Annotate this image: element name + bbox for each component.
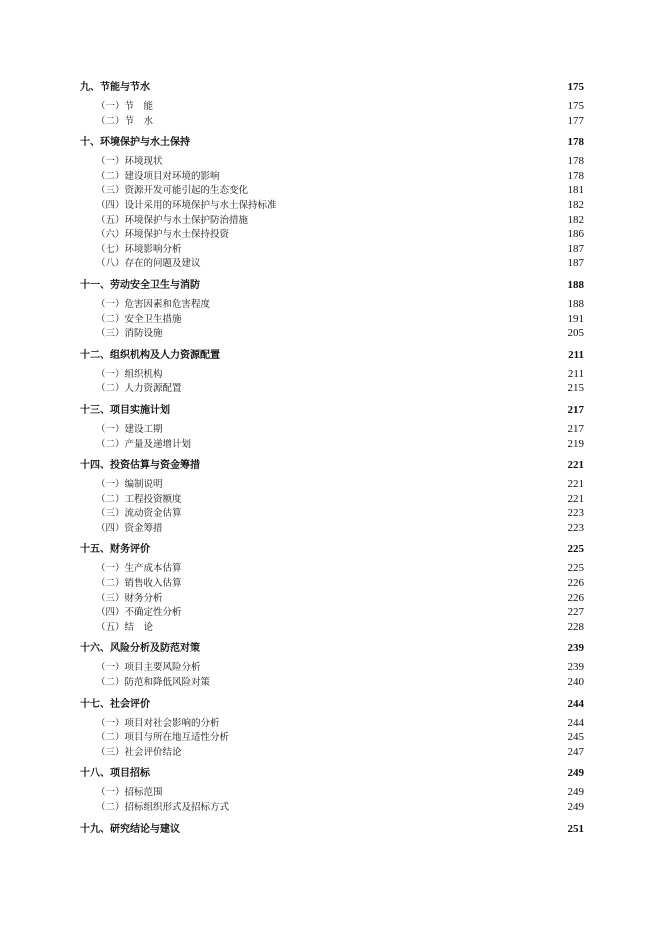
toc-section-entry[interactable] — [80, 135, 584, 149]
toc-subsection-entry[interactable] — [80, 605, 584, 620]
toc-section-entry[interactable] — [80, 641, 584, 655]
toc-section-entry[interactable] — [80, 403, 584, 417]
toc-subsection-page-number: 178 — [567, 169, 584, 182]
toc-subsection-page-number: 223 — [567, 507, 584, 520]
toc-subsection-entry[interactable] — [80, 114, 584, 129]
toc-section-entry[interactable] — [80, 697, 584, 711]
toc-subsection-page-number: 187 — [567, 242, 584, 255]
toc-subsection-entry[interactable] — [80, 785, 584, 800]
toc-subsection-entry[interactable] — [80, 227, 584, 242]
toc-section-page-number: 244 — [567, 697, 584, 710]
toc-subsection-entry[interactable] — [80, 297, 584, 312]
toc-section-page-number: 249 — [567, 767, 584, 780]
toc-section-page-number: 188 — [567, 278, 584, 291]
toc-section-page-number: 221 — [567, 459, 584, 472]
toc-subsection-entry[interactable] — [80, 745, 584, 760]
toc-subsection-title: （一）项目主要风险分析 — [96, 662, 201, 674]
toc-subsection-entry[interactable] — [80, 620, 584, 635]
toc-subsection-entry[interactable] — [80, 183, 584, 198]
toc-subsection-title: （二）防范和降低风险对策 — [96, 677, 211, 689]
toc-subsection-entry[interactable] — [80, 521, 584, 536]
toc-section-page-number: 178 — [567, 136, 584, 149]
toc-subsection-title: （一）编制说明 — [96, 479, 163, 491]
toc-subsection-entry[interactable] — [80, 561, 584, 576]
toc-subsection-title: （二）安全卫生措施 — [96, 313, 182, 325]
toc-subsection-entry[interactable] — [80, 326, 584, 341]
toc-subsection-entry[interactable] — [80, 422, 584, 437]
toc-subsection-page-number: 178 — [567, 155, 584, 168]
toc-subsection-title: （一）节 能 — [96, 101, 154, 112]
toc-subsection-title: （二）节 水 — [96, 115, 154, 127]
toc-subsection-entry[interactable] — [80, 660, 584, 675]
toc-subsection-entry[interactable] — [80, 256, 584, 271]
toc-section-title: 十三、项目实施计划 — [80, 404, 170, 416]
toc-subsection-page-number: 226 — [567, 591, 584, 604]
toc-subsection-entry[interactable] — [80, 716, 584, 731]
toc-subsection-entry[interactable] — [80, 675, 584, 690]
toc-subsection-title: （一）生产成本估算 — [96, 563, 182, 575]
toc-subsection-page-number: 239 — [567, 661, 584, 674]
toc-section-title: 十七、社会评价 — [80, 698, 150, 710]
toc-subsection-page-number: 205 — [567, 327, 584, 340]
toc-subsection-entry[interactable] — [80, 312, 584, 327]
toc-subsection-entry[interactable] — [80, 591, 584, 606]
toc-subsection-page-number: 219 — [567, 437, 584, 450]
toc-subsection-title: （一）组织机构 — [96, 368, 163, 380]
toc-section-entry[interactable] — [80, 80, 584, 94]
toc-subsection-title: （四）设计采用的环境保护与水土保持标准 — [96, 199, 277, 211]
toc-subsection-page-number: 228 — [567, 620, 584, 633]
toc-subsection-title: （六）环境保护与水土保持投资 — [96, 229, 230, 241]
toc-subsection-page-number: 181 — [567, 184, 584, 197]
toc-subsection-page-number: 244 — [567, 716, 584, 729]
toc-subsection-entry[interactable] — [80, 477, 584, 492]
toc-section-title: 十五、财务评价 — [80, 544, 150, 556]
toc-section-title: 十六、风险分析及防范对策 — [80, 643, 200, 655]
toc-subsection-entry[interactable] — [80, 492, 584, 507]
toc-subsection-entry[interactable] — [80, 381, 584, 396]
toc-subsection-title: （一）建设工期 — [96, 423, 163, 435]
toc-subsection-title: （四）资金筹措 — [96, 522, 163, 534]
table-of-contents — [80, 80, 584, 836]
toc-subsection-title: （二）建设项目对环境的影响 — [96, 170, 220, 182]
toc-subsection-title: （三）社会评价结论 — [96, 746, 182, 758]
toc-subsection-entry[interactable] — [80, 576, 584, 591]
toc-subsection-title: （二）销售收入估算 — [96, 578, 182, 590]
toc-section-entry[interactable] — [80, 766, 584, 780]
toc-subsection-page-number: 249 — [567, 801, 584, 813]
toc-subsection-title: （五）环境保护与水土保护防治措施 — [96, 214, 249, 226]
toc-subsection-title: （七）环境影响分析 — [96, 243, 182, 255]
toc-subsection-entry[interactable] — [80, 213, 584, 228]
toc-section-page-number: 211 — [568, 348, 584, 361]
toc-section-entry[interactable] — [80, 822, 584, 836]
toc-subsection-entry[interactable] — [80, 800, 584, 815]
toc-subsection-page-number: 211 — [567, 367, 584, 380]
toc-subsection-entry[interactable] — [80, 169, 584, 184]
toc-subsection-title: （二）人力资源配置 — [96, 383, 182, 395]
toc-section-title: 十、环境保护与水土保持 — [80, 137, 190, 149]
toc-section-entry[interactable] — [80, 348, 584, 362]
toc-subsection-entry[interactable] — [80, 730, 584, 745]
toc-section-page-number: 175 — [567, 81, 584, 93]
toc-section-title: 十九、研究结论与建议 — [80, 823, 180, 835]
toc-section-title: 九、节能与节水 — [80, 82, 150, 93]
toc-section-page-number: 239 — [567, 642, 584, 655]
toc-subsection-page-number: 187 — [567, 257, 584, 270]
toc-subsection-page-number: 226 — [567, 577, 584, 590]
toc-subsection-entry[interactable] — [80, 506, 584, 521]
toc-subsection-title: （八）存在的问题及建议 — [96, 258, 201, 270]
toc-subsection-page-number: 188 — [567, 297, 584, 310]
toc-subsection-title: （一）项目对社会影响的分析 — [96, 717, 220, 729]
toc-subsection-page-number: 186 — [567, 228, 584, 241]
toc-subsection-title: （三）资源开发可能引起的生态变化 — [96, 185, 249, 197]
toc-subsection-title: （三）消防设施 — [96, 328, 163, 340]
toc-subsection-title: （四）不确定性分析 — [96, 607, 182, 619]
toc-subsection-entry[interactable] — [80, 154, 584, 169]
toc-subsection-title: （三）流动资金估算 — [96, 508, 182, 520]
toc-subsection-title: （一）环境现状 — [96, 156, 163, 168]
toc-subsection-page-number: 191 — [567, 312, 584, 325]
toc-subsection-page-number: 217 — [567, 422, 584, 435]
toc-subsection-page-number: 245 — [567, 731, 584, 744]
toc-section-entry[interactable] — [80, 542, 584, 556]
toc-subsection-page-number: 182 — [567, 213, 584, 226]
toc-subsection-page-number: 182 — [567, 198, 584, 211]
toc-section-title: 十八、项目招标 — [80, 768, 150, 780]
toc-subsection-page-number: 215 — [567, 382, 584, 395]
toc-section-entry[interactable] — [80, 458, 584, 472]
toc-section-title: 十四、投资估算与资金筹措 — [80, 460, 200, 472]
toc-subsection-page-number: 177 — [567, 114, 584, 127]
toc-subsection-page-number: 223 — [567, 521, 584, 534]
toc-subsection-title: （五）结 论 — [96, 621, 154, 633]
toc-subsection-page-number: 247 — [567, 745, 584, 758]
toc-subsection-entry[interactable] — [80, 367, 584, 382]
toc-subsection-page-number: 175 — [567, 100, 584, 112]
toc-section-page-number: 251 — [567, 822, 584, 835]
toc-subsection-title: （二）招标组织形式及招标方式 — [96, 802, 230, 813]
toc-section-page-number: 217 — [567, 403, 584, 416]
toc-subsection-page-number: 225 — [567, 562, 584, 575]
toc-section-page-number: 225 — [567, 543, 584, 556]
toc-subsection-entry[interactable] — [80, 99, 584, 114]
toc-subsection-entry[interactable] — [80, 198, 584, 213]
toc-section-title: 十一、劳动安全卫生与消防 — [80, 279, 200, 291]
toc-subsection-entry[interactable] — [80, 242, 584, 257]
toc-subsection-page-number: 221 — [567, 492, 584, 505]
toc-subsection-page-number: 249 — [567, 786, 584, 799]
toc-subsection-title: （三）财务分析 — [96, 592, 163, 604]
toc-subsection-entry[interactable] — [80, 437, 584, 452]
toc-subsection-page-number: 227 — [567, 606, 584, 619]
toc-subsection-title: （一）招标范围 — [96, 787, 163, 799]
toc-subsection-title: （二）工程投资额度 — [96, 493, 182, 505]
toc-subsection-page-number: 221 — [567, 478, 584, 491]
toc-subsection-title: （二）项目与所在地互适性分析 — [96, 732, 230, 744]
toc-section-title: 十二、组织机构及人力资源配置 — [80, 349, 220, 361]
toc-subsection-title: （一）危害因素和危害程度 — [96, 298, 211, 310]
toc-subsection-title: （二）产量及递增计划 — [96, 438, 192, 450]
toc-subsection-page-number: 240 — [567, 676, 584, 689]
toc-section-entry[interactable] — [80, 278, 584, 292]
